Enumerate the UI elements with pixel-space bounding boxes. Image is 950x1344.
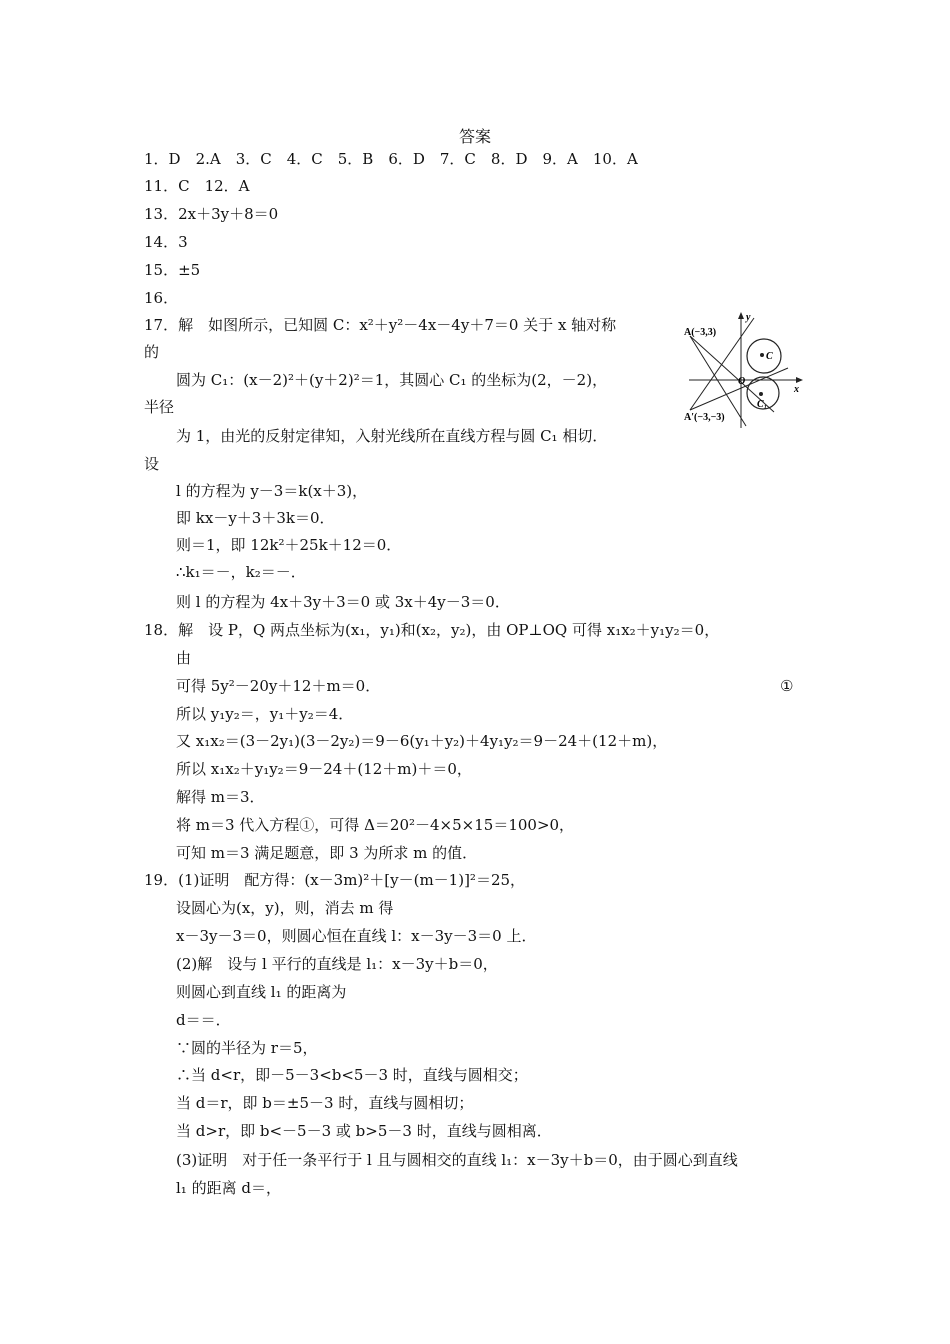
point-a-label: A(−3,3) (684, 327, 717, 338)
solution-line: 为 1，由光的反射定律知，入射光线所在直线方程与圆 C₁ 相切． (176, 427, 608, 445)
answer-line: 11．C 12．A (144, 177, 250, 195)
answer-line: 14．3 (144, 233, 188, 251)
reflection-figure (684, 308, 806, 432)
solution-line: 所以 y₁y₂＝，y₁＋y₂＝4． (176, 705, 354, 723)
circle-c (747, 339, 781, 373)
solution-line: (2)解 设与 l 平行的直线是 l₁：x－3y＋b＝0， (176, 955, 498, 973)
solution-line: 则圆心到直线 l₁ 的距离为 (176, 983, 347, 1001)
solution-line: 19．(1)证明 配方得：(x－3m)²＋[y－(m－1)]²＝25， (144, 871, 526, 889)
y-axis-arrow-icon (738, 312, 744, 319)
equation-number: ① (780, 677, 794, 695)
answer-line: 16． (144, 289, 179, 307)
solution-line: 当 d>r，即 b<－5－3 或 b>5－3 时，直线与圆相离． (176, 1122, 552, 1140)
x-axis-arrow-icon (796, 377, 803, 383)
solution-line: 解得 m＝3． (176, 788, 265, 806)
answer-line: 15．±5 (144, 261, 201, 279)
solution-line: 设 (144, 455, 160, 473)
solution-line: l₁ 的距离 d＝， (176, 1179, 281, 1197)
solution-line: ∵圆的半径为 r＝5， (176, 1039, 318, 1057)
center-c1-label: C₁ (757, 399, 768, 410)
solution-line: 设圆心为(x，y)，则，消去 m 得 (176, 899, 394, 917)
page-title: 答案 (458, 127, 491, 146)
center-c-dot (760, 353, 764, 357)
solution-line: 则＝1，即 12k²＋25k＋12＝0． (176, 536, 402, 554)
solution-line: 18．解 设 P，Q 两点坐标为(x₁，y₁)和(x₂，y₂)，由 OP⊥OQ 可得 x₁x₂＋y₁y₂＝0， (144, 621, 720, 639)
origin-label: O (738, 376, 746, 387)
center-c1-dot (759, 392, 763, 396)
solution-line: 又 x₁x₂＝(3－2y₁)(3－2y₂)＝9－6(y₁＋y₂)＋4y₁y₂＝9－24＋(12＋m)， (176, 732, 668, 750)
solution-line: l 的方程为 y－3＝k(x＋3)， (176, 482, 368, 500)
solution-line: 圆为 C₁：(x－2)²＋(y＋2)²＝1，其圆心 C₁ 的坐标为(2，－2)， (176, 371, 608, 389)
solution-line: 由 (176, 649, 192, 667)
y-axis-label: y (746, 312, 751, 323)
x-axis-label: x (794, 384, 799, 395)
solution-line: 17．解 如图所示，已知圆 C：x²＋y²－4x－4y＋7＝0 关于 x 轴对称 (144, 316, 617, 334)
solution-line: ∴k₁＝－，k₂＝－． (176, 563, 306, 581)
solution-line: 可知 m＝3 满足题意，即 3 为所求 m 的值． (176, 844, 478, 862)
solution-line: 所以 x₁x₂＋y₁y₂＝9－24＋(12＋m)＋＝0， (176, 760, 472, 778)
solution-line: 半径 (144, 398, 175, 416)
solution-line: 可得 5y²－20y＋12＋m＝0． (176, 677, 381, 695)
point-a-prime-label: A′(−3,−3) (684, 412, 725, 423)
answer-line: 1．D 2.A 3．C 4．C 5．B 6．D 7．C 8．D 9．A 10．A (144, 150, 638, 168)
solution-line: 将 m＝3 代入方程①，可得 Δ＝20²－4×5×15＝100>0， (176, 816, 575, 834)
answer-line: 13．2x＋3y＋8＝0 (144, 205, 279, 223)
solution-line: 的 (144, 343, 160, 361)
solution-line: 当 d＝r，即 b＝±5－3 时，直线与圆相切； (176, 1094, 474, 1112)
solution-line: ∴当 d<r，即－5－3<b<5－3 时，直线与圆相交； (176, 1066, 528, 1084)
solution-line: x－3y－3＝0，则圆心恒在直线 l：x－3y－3＝0 上． (176, 927, 537, 945)
solution-line: 即 kx－y＋3＋3k＝0． (176, 509, 335, 527)
center-c-label: C (766, 351, 773, 362)
solution-line: 则 l 的方程为 4x＋3y＋3＝0 或 3x＋4y－3＝0． (176, 593, 510, 611)
solution-line: d＝＝． (176, 1011, 231, 1029)
solution-line: (3)证明 对于任一条平行于 l 且与圆相交的直线 l₁：x－3y＋b＝0，由于圆心到直线 (176, 1151, 738, 1169)
